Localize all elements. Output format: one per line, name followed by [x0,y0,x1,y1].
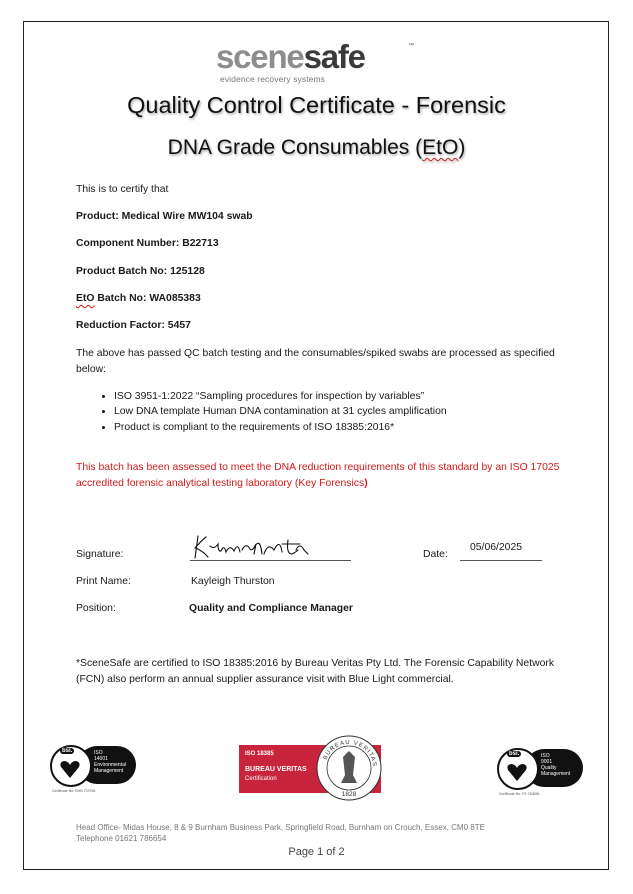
badge-line1: ISO [94,750,103,756]
eto-batch-value: Batch No: WA085383 [94,293,201,304]
certification-footnote: *SceneSafe are certified to ISO 18385:2016 by Bureau Veritas Pty Ltd. The Forensic Capability Network (FCN) also perform an annual supplier assurance visit with Blue Light commercial. [76,658,555,685]
bsi-iso9001-badge [497,748,583,796]
badge-line2: 9001 [541,759,553,765]
product-batch-field: Product Batch No: 125128 [76,266,205,277]
kitemark-icon [506,762,528,782]
accreditation-text: This batch has been assessed to meet the DNA reduction requirements of this standard by an ISO 17025 accredited forensic analytical testing laboratory (Key Forensics [76,462,560,489]
print-name-value: Kayleigh Thurston [191,576,275,587]
badge-line3: Quality [541,765,557,771]
bsi-iso14001-badge [50,745,136,793]
accreditation-statement [76,460,566,491]
certificate-title: Quality Control Certificate - Forensic [127,92,506,118]
eto-batch-field [76,292,201,306]
handwritten-signature [190,532,315,562]
passed-statement: The above has passed QC batch testing and the consumables/spiked swabs are processed as specified below: [76,348,555,375]
logo-tagline: evidence recovery systems [220,74,326,84]
footer-address: Head Office- Midas House, 8 & 9 Burnham Business Park, Springfield Road, Burnham on Crouch, Essex, CM0 8TE [76,823,485,832]
list-item: • Product is compliant to the requirements of ISO 18385:2016* [114,420,447,435]
requirements-list [76,389,447,435]
badge-certificate-no: Certificate No: FS 740696 [499,792,540,796]
position-value: Quality and Compliance Manager [189,603,353,614]
badge-line2: 14001 [94,756,108,762]
date-label: Date: [423,549,448,560]
product-field: Product: Medical Wire MW104 swab [76,211,253,222]
print-name-label: Print Name: [76,576,131,587]
logo-word-scene: scene [216,38,304,75]
intro-text: This is to certify that [76,184,169,195]
page-number: Page 1 of 2 [288,846,345,858]
badge-line3: Environmental [94,762,126,768]
bv-line3: Certification [245,776,277,782]
svg-text:BUREAU VERITAS: BUREAU VERITAS [322,739,378,768]
signature-label: Signature: [76,549,124,560]
certificate-subtitle [0,136,633,160]
eto-label: EtO [76,293,95,304]
reduction-factor-field: Reduction Factor: 5457 [76,320,191,331]
list-item: • ISO 3951-1:2022 “Sampling procedures for inspection by variables” [114,389,447,404]
logo-word-safe: safe [303,38,365,75]
list-item: • Low DNA template Human DNA contamination at 31 cycles amplification [114,404,447,419]
bureau-veritas-seal-icon [316,735,382,801]
badge-line4: Management [541,771,571,777]
date-value: 05/06/2025 [470,542,523,553]
subtitle-eto: EtO [422,136,459,159]
bsi-brand: bsi. [62,748,73,754]
badge-line4: Management [94,768,124,774]
bsi-brand: bsi. [509,751,520,757]
subtitle-prefix: DNA Grade Consumables ( [167,136,423,159]
subtitle-suffix: ) [458,136,466,159]
logo-trademark: ™ [408,43,414,49]
position-label: Position: [76,603,116,614]
kitemark-icon [59,759,81,779]
badge-line1: ISO [541,753,550,759]
bv-line1: ISO 18385 [245,751,274,757]
accreditation-close: ) [364,477,368,489]
footer-phone: Telephone 01621 786654 [76,834,167,843]
badge-certificate-no: Certificate No: EMS 737935 [52,789,96,793]
signature-line [190,560,351,561]
svg-text:1828: 1828 [341,791,357,798]
scenesafe-logo [216,40,416,88]
bv-line2: BUREAU VERITAS [245,766,307,773]
date-line [460,560,542,561]
component-field: Component Number: B22713 [76,238,219,249]
